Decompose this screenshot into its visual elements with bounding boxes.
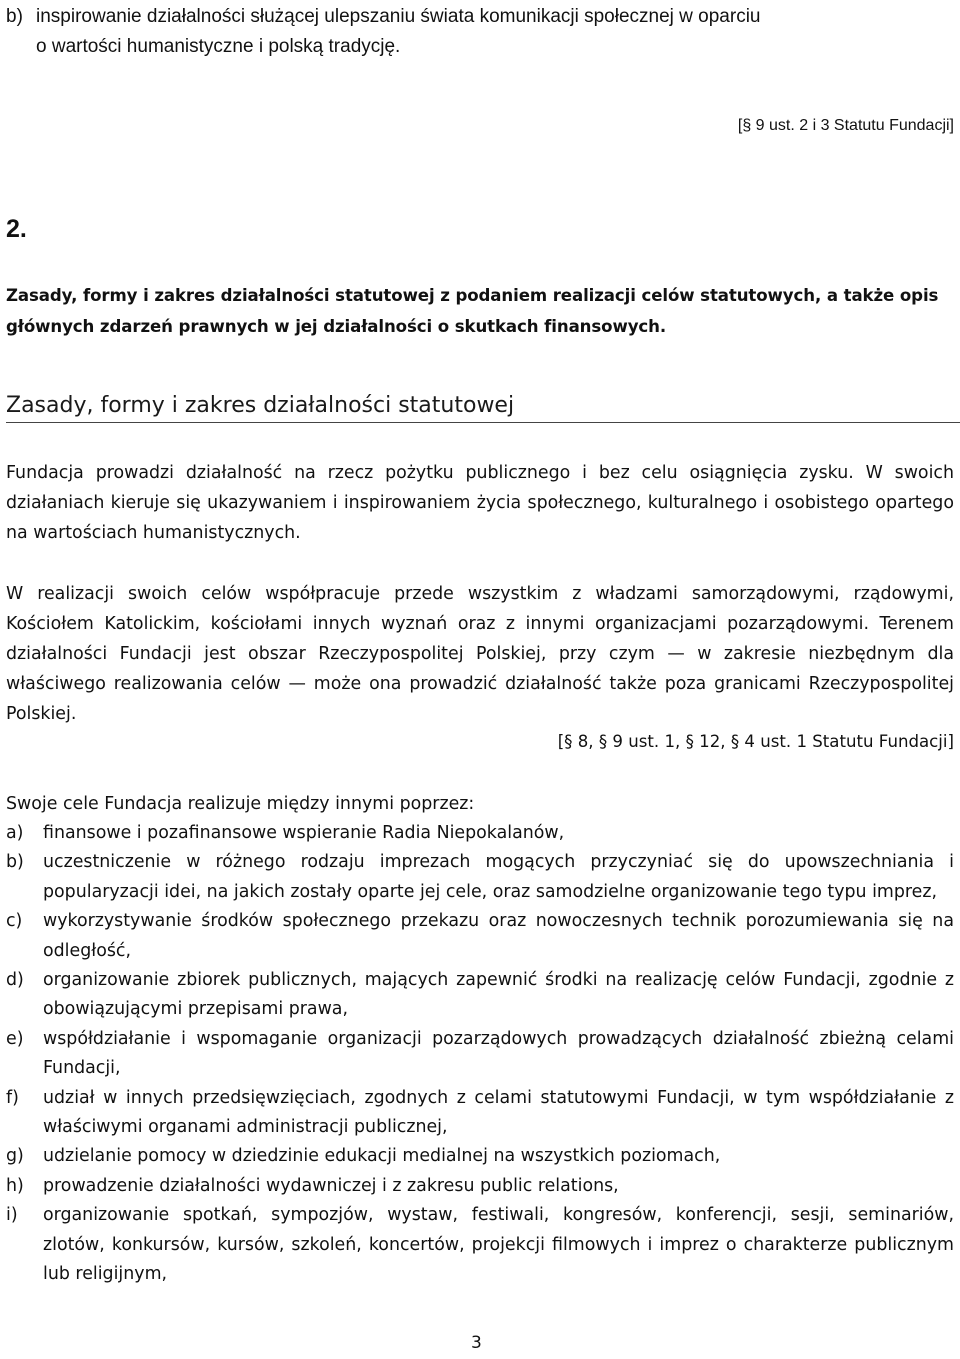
- list-item: [6, 819, 954, 848]
- list-item-label: g): [6, 1146, 24, 1167]
- list-item-text: udział w innych przedsięwzięciach, zgodnych z celami statutowymi Fundacji, w tym współdziałanie z właściwymi organami administracji publicznej,: [43, 1087, 954, 1138]
- list-item-label: c): [6, 911, 23, 932]
- list-item: [6, 1142, 954, 1171]
- list-item-label: a): [6, 823, 24, 843]
- list-item-text-line2: o wartości humanistyczne i polską tradycję.: [36, 36, 401, 57]
- list-item: [6, 1084, 954, 1143]
- section-heading: Zasady, formy i zakres działalności statutowej: [6, 393, 515, 418]
- list-intro: Swoje cele Fundacja realizuje między innymi poprzez:: [6, 794, 475, 814]
- list-item-label: b): [6, 852, 24, 873]
- list-item: [6, 966, 954, 1025]
- section-number: 2.: [6, 215, 27, 243]
- list-item: [6, 848, 954, 907]
- paragraph: Fundacja prowadzi działalność na rzecz pożytku publicznego i bez celu osiągnięcia zysku. W swoich działaniach kieruje się ukazywaniem i inspirowaniem życia społecznego, kulturalnego i osobistego opartego na wartościach humanistycznych.: [6, 463, 954, 543]
- list-item-text: organizowanie zbiorek publicznych, mających zapewnić środki na realizację celów Fundacji, zgodnie z obowiązującymi przepisami prawa,: [43, 970, 954, 1020]
- list-item-label: h): [6, 1175, 24, 1196]
- list-item-text: finansowe i pozafinansowe wspieranie Radia Niepokalanów,: [43, 823, 565, 843]
- list-item: [6, 907, 954, 966]
- page-number: 3: [471, 1333, 482, 1353]
- statute-reference-mid: [§ 8, § 9 ust. 1, § 12, § 4 ust. 1 Statutu Fundacji]: [557, 732, 954, 751]
- section-heading-rule: [6, 393, 960, 423]
- list-item: [6, 1201, 954, 1289]
- list-item-text: uczestniczenie w różnego rodzaju imprezach mogących przyczyniać się do upowszechniania i popularyzacji idei, na jakich zostały oparte jej cele, oraz samodzielne organizowanie tego typu imprez,: [43, 852, 954, 902]
- list-item-text: współdziałanie i wspomaganie organizacji pozarządowych prowadzących działalność zbieżną celami Fundacji,: [43, 1028, 954, 1079]
- section-title: Zasady, formy i zakres działalności statutowej z podaniem realizacji celów statutowych, a także opis głównych zdarzeń prawnych w jej działalności o skutkach finansowych.: [6, 286, 939, 336]
- list-item-text: organizowanie spotkań, sympozjów, wystaw, festiwali, kongresów, konferencji, sesji, seminariów, zlotów, konkursów, kursów, szkoleń, koncertów, projekcji filmowych i imprez o charakterze publicznym lub religijnym,: [43, 1205, 954, 1285]
- list-item-text: udzielanie pomocy w dziedzinie edukacji medialnej na wszystkich poziomach,: [43, 1146, 721, 1167]
- paragraph: W realizacji swoich celów współpracuje przede wszystkim z władzami samorządowymi, rządowymi, Kościołem Katolickim, kościołami innych wyznań oraz z innymi organizacjami pozarządowymi. Terenem działalności Fundacji jest obszar Rzeczypospolitej Polskiej, przy czym — w zakresie niezbędnym dla właściwego realizowania celów — może ona prowadzić działalność także poza granicami Rzeczypospolitej Polskiej.: [6, 584, 954, 724]
- statute-reference-top: [§ 9 ust. 2 i 3 Statutu Fundacji]: [737, 117, 954, 134]
- list-item-label: d): [6, 970, 24, 991]
- list-item-text: wykorzystywanie środków społecznego przekazu oraz nowoczesnych technik porozumiewania się na odległość,: [43, 911, 954, 961]
- list-item: [6, 1025, 954, 1084]
- list-item-b-continued: [6, 2, 954, 62]
- list-item-label: b): [6, 6, 23, 27]
- list-item-label: i): [6, 1205, 18, 1226]
- goals-list: [6, 819, 954, 1290]
- list-item-text-line1: inspirowanie działalności służącej ulepszaniu świata komunikacji społecznej w oparciu: [36, 6, 761, 27]
- list-item-text: prowadzenie działalności wydawniczej i z zakresu public relations,: [43, 1175, 619, 1196]
- list-item: [6, 1172, 954, 1201]
- list-item-label: e): [6, 1028, 24, 1049]
- list-item-label: f): [6, 1087, 19, 1108]
